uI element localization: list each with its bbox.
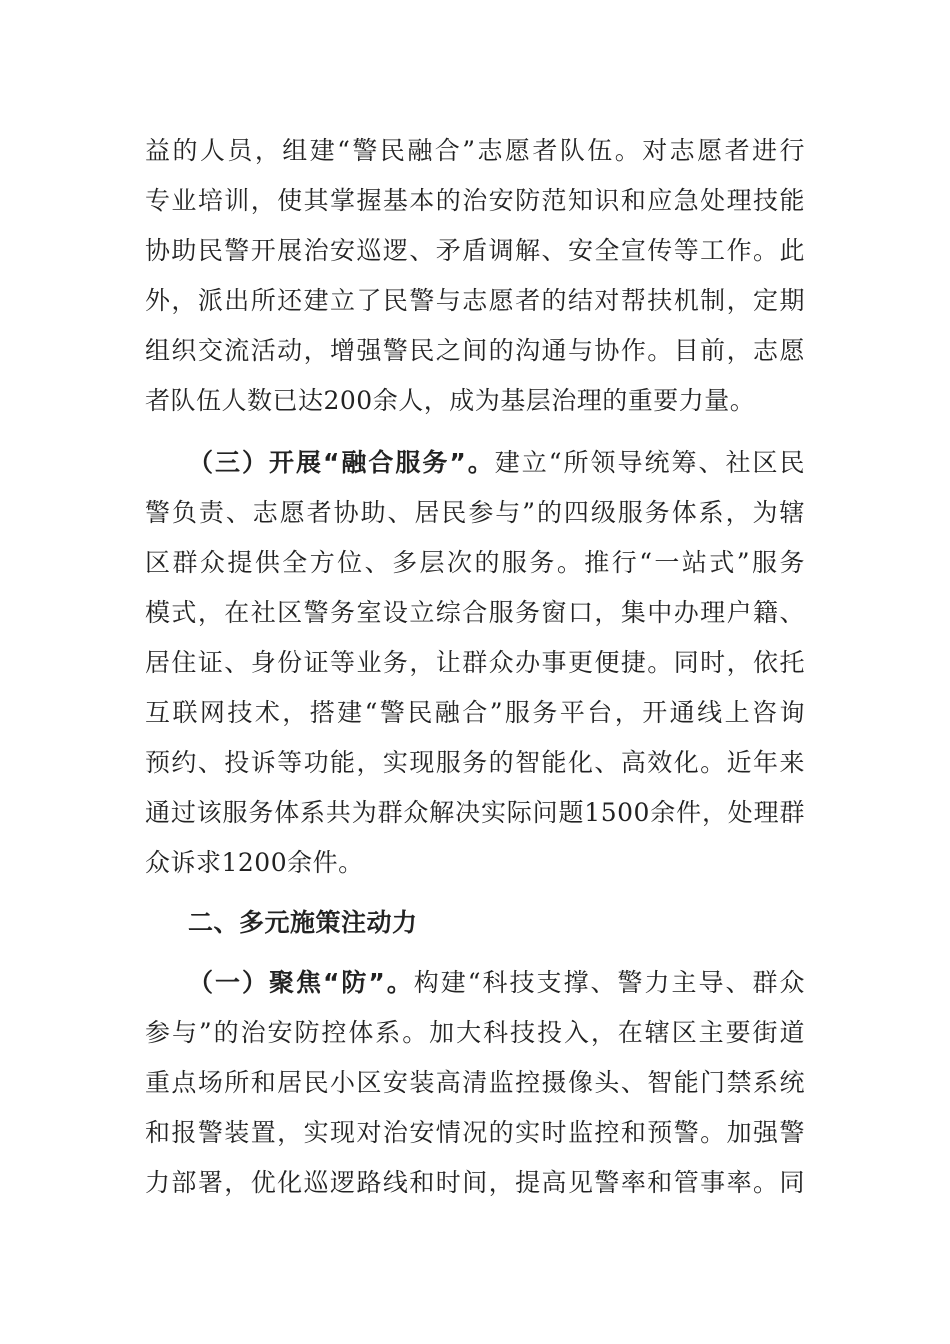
paragraph-line: 外，派出所还建立了民警与志愿者的结对帮扶机制，定期 — [145, 286, 805, 315]
subheading-bold: （一）聚焦“防”。 — [188, 968, 414, 997]
paragraph-line: 模式，在社区警务室设立综合服务窗口，集中办理户籍、 — [145, 598, 805, 627]
paragraph-line: 者队伍人数已达200余人，成为基层治理的重要力量。 — [145, 386, 756, 415]
paragraph-line: 警负责、志愿者协助、居民参与”的四级服务体系，为辖 — [145, 498, 805, 527]
paragraph-line: 预约、投诉等功能，实现服务的智能化、高效化。近年来 — [145, 748, 805, 777]
paragraph-line: 互联网技术，搭建“警民融合”服务平台，开通线上咨询 — [145, 698, 805, 727]
paragraph-lead-line — [188, 963, 805, 1003]
paragraph-line: 重点场所和居民小区安装高清监控摄像头、智能门禁系统 — [145, 1068, 805, 1097]
paragraph-text: 构建“科技支撑、警力主导、群众 — [413, 968, 805, 997]
paragraph-line: 区群众提供全方位、多层次的服务。推行“一站式”服务 — [145, 548, 805, 577]
paragraph-line: 益的人员，组建“警民融合”志愿者队伍。对志愿者进行 — [145, 136, 805, 165]
paragraph-line: 通过该服务体系共为群众解决实际问题1500余件，处理群 — [145, 798, 805, 827]
section-heading: 二、多元施策注动力 — [188, 908, 418, 937]
paragraph-line: 参与”的治安防控体系。加大科技投入，在辖区主要街道 — [145, 1018, 805, 1047]
paragraph-line: 居住证、身份证等业务，让群众办事更便捷。同时，依托 — [145, 648, 805, 677]
paragraph-lead-line — [188, 443, 805, 483]
paragraph-line: 力部署，优化巡逻路线和时间，提高见警率和管事率。同 — [145, 1168, 805, 1197]
paragraph-line: 众诉求1200余件。 — [145, 848, 364, 877]
paragraph-text: 建立“所领导统筹、社区民 — [494, 448, 805, 477]
paragraph-line: 专业培训，使其掌握基本的治安防范知识和应急处理技能 — [145, 186, 805, 215]
paragraph-line: 协助民警开展治安巡逻、矛盾调解、安全宣传等工作。此 — [145, 236, 805, 265]
paragraph-line: 组织交流活动，增强警民之间的沟通与协作。目前，志愿 — [145, 336, 805, 365]
subheading-bold: （三）开展“融合服务”。 — [188, 448, 495, 477]
paragraph-line: 和报警装置，实现对治安情况的实时监控和预警。加强警 — [145, 1118, 805, 1147]
